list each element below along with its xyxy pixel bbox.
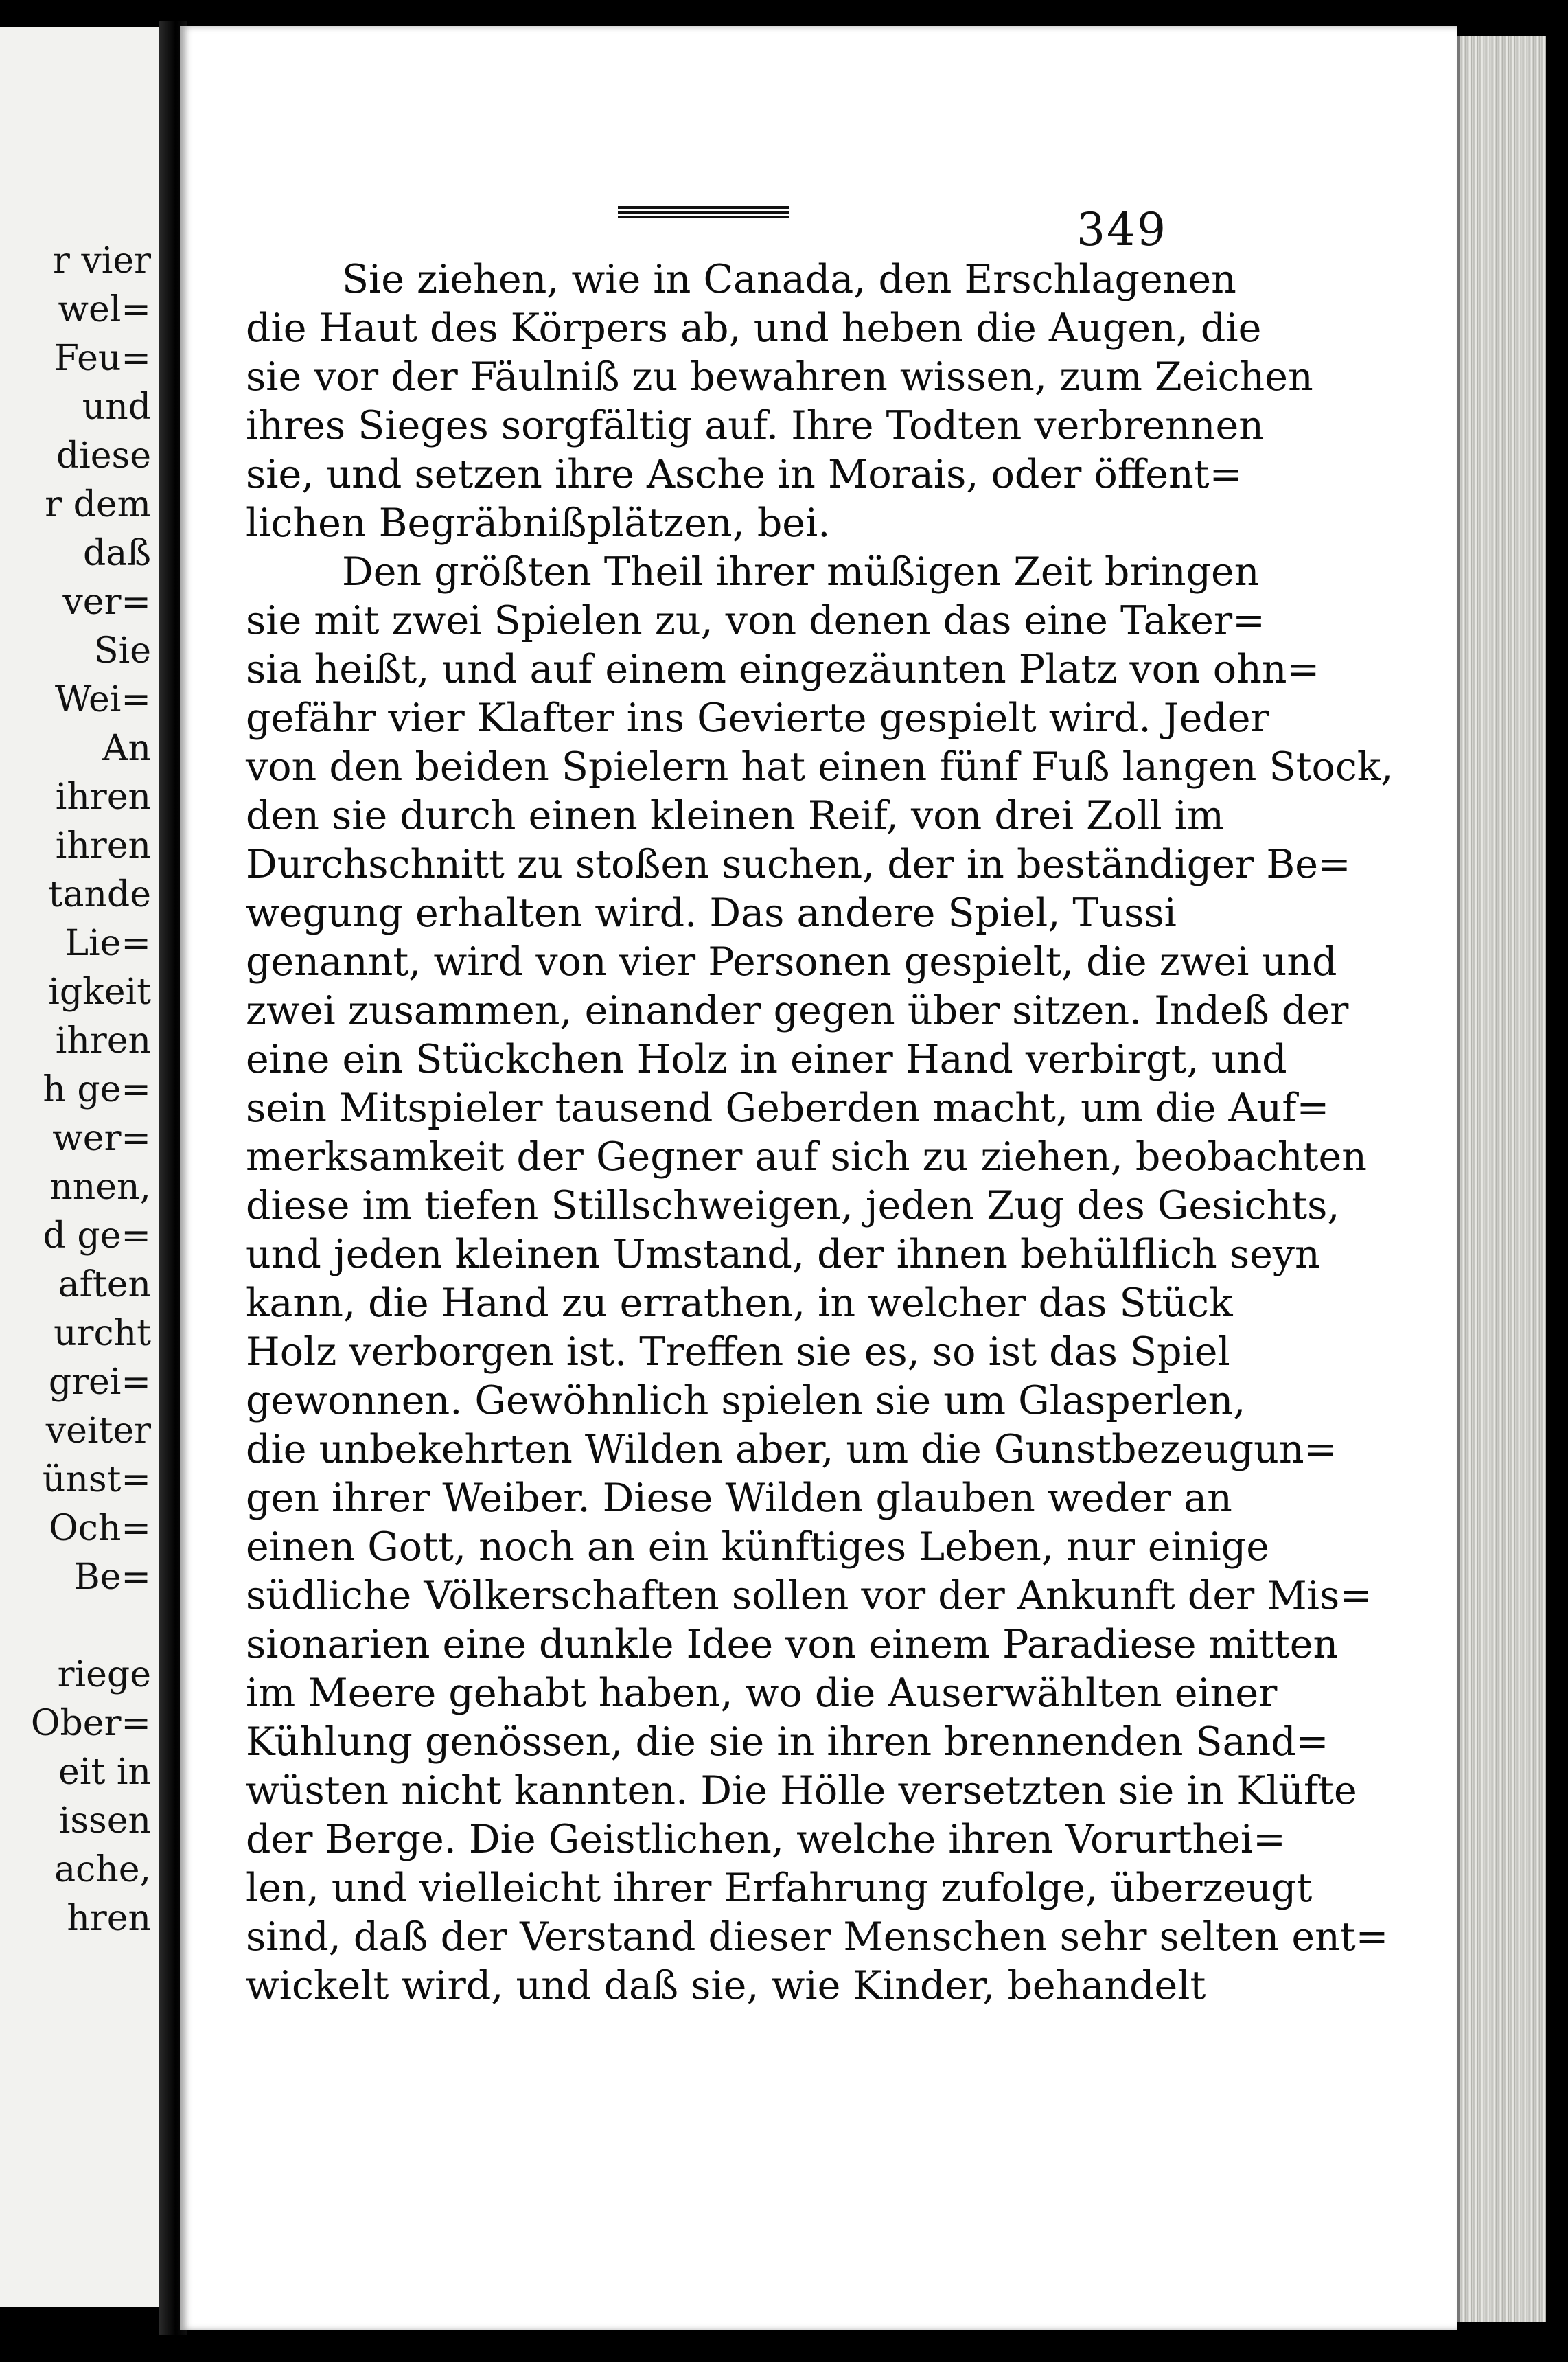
text-line: die unbekehrten Wilden aber, um die Gunstbezeugun= xyxy=(246,1427,1337,1472)
text-line: den sie durch einen kleinen Reif, von drei Zoll im xyxy=(246,793,1224,838)
left-page-line: veiter xyxy=(45,1410,151,1452)
text-line: sie mit zwei Spielen zu, von denen das eine Taker= xyxy=(246,598,1265,643)
left-page-line: daß xyxy=(82,533,151,574)
left-page-line: Wei= xyxy=(54,679,151,720)
left-page-line: d ge= xyxy=(43,1215,151,1257)
left-page-line: issen xyxy=(58,1800,151,1842)
text-line: sie vor der Fäulniß zu bewahren wissen, zum Zeichen xyxy=(246,354,1313,400)
left-page-line: grei= xyxy=(48,1362,151,1403)
left-page-fragment xyxy=(0,27,159,2307)
left-page-line: ver= xyxy=(62,582,151,623)
text-line: gefähr vier Klafter ins Gevierte gespielt wird. Jeder xyxy=(246,696,1269,741)
text-line: von den beiden Spielern hat einen fünf Fuß langen Stock, xyxy=(246,744,1394,790)
text-line: gen ihrer Weiber. Diese Wilden glauben weder an xyxy=(246,1476,1232,1521)
left-page-line: urcht xyxy=(54,1313,151,1354)
text-line: einen Gott, noch an ein künftiges Leben, nur einige xyxy=(246,1524,1269,1570)
text-line: lichen Begräbnißplätzen, bei. xyxy=(246,501,831,546)
left-page-line: An xyxy=(102,728,151,769)
left-page-line: ache, xyxy=(54,1849,151,1890)
text-line: sie, und setzen ihre Asche in Morais, oder öffent= xyxy=(246,452,1243,497)
text-line: Den größten Theil ihrer müßigen Zeit bringen xyxy=(342,549,1260,595)
text-line: wüsten nicht kannten. Die Hölle versetzten sie in Klüfte xyxy=(246,1768,1357,1813)
left-page-line: ihren xyxy=(55,1020,151,1062)
page-number: 349 xyxy=(1076,203,1167,256)
text-line: kann, die Hand zu errathen, in welcher das Stück xyxy=(246,1281,1233,1326)
left-page-line: ünst= xyxy=(42,1459,151,1500)
left-page-line: nnen, xyxy=(49,1167,151,1208)
text-line: sein Mitspieler tausend Geberden macht, um die Auf= xyxy=(246,1086,1330,1131)
text-line: die Haut des Körpers ab, und heben die Augen, die xyxy=(246,306,1262,351)
text-line: der Berge. Die Geistlichen, welche ihren Vorurthei= xyxy=(246,1817,1286,1862)
left-page-line: wer= xyxy=(52,1118,151,1159)
text-line: zwei zusammen, einander gegen über sitzen. Indeß der xyxy=(246,988,1349,1033)
left-page-line: wel= xyxy=(58,289,151,330)
left-page-line: Be= xyxy=(73,1557,151,1598)
text-line: ihres Sieges sorgfältig auf. Ihre Todten verbrennen xyxy=(246,403,1264,448)
text-line: im Meere gehabt haben, wo die Auserwählten einer xyxy=(246,1671,1278,1716)
left-page-line: diese xyxy=(56,435,151,477)
text-line: Sie ziehen, wie in Canada, den Erschlagenen xyxy=(342,257,1236,302)
left-page-line: Lie= xyxy=(65,923,151,964)
text-line: Holz verborgen ist. Treffen sie es, so ist das Spiel xyxy=(246,1329,1230,1375)
page-edges-shadow xyxy=(1546,27,1568,2335)
text-line: diese im tiefen Stillschweigen, jeden Zug des Gesichts, xyxy=(246,1183,1340,1228)
text-line: und jeden kleinen Umstand, der ihnen behülflich seyn xyxy=(246,1232,1320,1277)
header-ornament-rule xyxy=(618,206,789,218)
text-line: sia heißt, und auf einem eingezäunten Platz von ohn= xyxy=(246,647,1320,692)
text-line: sionarien eine dunkle Idee von einem Paradiese mitten xyxy=(246,1622,1339,1667)
left-page-line: Sie xyxy=(93,630,151,672)
left-page-line: Ober= xyxy=(30,1703,151,1744)
left-page-line: Och= xyxy=(49,1508,151,1549)
text-line: gewonnen. Gewöhnlich spielen sie um Glasperlen, xyxy=(246,1378,1246,1423)
left-page-line: ihren xyxy=(55,825,151,867)
left-page-line: ihren xyxy=(55,777,151,818)
text-line: sind, daß der Verstand dieser Menschen sehr selten ent= xyxy=(246,1914,1389,1960)
text-line: genannt, wird von vier Personen gespielt, die zwei und xyxy=(246,939,1337,985)
left-page-line: Feu= xyxy=(54,338,151,379)
text-line: wegung erhalten wird. Das andere Spiel, Tussi xyxy=(246,891,1177,936)
text-line: len, und vielleicht ihrer Erfahrung zufolge, überzeugt xyxy=(246,1866,1313,1911)
left-page-line: tande xyxy=(48,874,151,915)
left-page-line: r dem xyxy=(45,484,151,525)
page-edges xyxy=(1457,36,1549,2322)
text-line: merksamkeit der Gegner auf sich zu ziehen, beobachten xyxy=(246,1134,1367,1180)
left-page-line: eit in xyxy=(58,1752,151,1793)
left-page-line: riege xyxy=(57,1654,151,1695)
body-text xyxy=(246,255,1394,2010)
left-page-line: und xyxy=(82,387,151,428)
left-page-line: r vier xyxy=(52,240,151,282)
text-line: wickelt wird, und daß sie, wie Kinder, behandelt xyxy=(246,1963,1206,2008)
left-page-line: h ge= xyxy=(43,1069,151,1110)
text-line: Durchschnitt zu stoßen suchen, der in beständiger Be= xyxy=(246,842,1351,887)
left-page-line: aften xyxy=(58,1264,151,1305)
text-line: eine ein Stückchen Holz in einer Hand verbirgt, und xyxy=(246,1037,1287,1082)
text-line: südliche Völkerschaften sollen vor der Ankunft der Mis= xyxy=(246,1573,1373,1618)
left-page-line: igkeit xyxy=(48,972,151,1013)
left-page-line: hren xyxy=(67,1898,151,1939)
text-line: Kühlung genössen, die sie in ihren brennenden Sand= xyxy=(246,1719,1329,1765)
